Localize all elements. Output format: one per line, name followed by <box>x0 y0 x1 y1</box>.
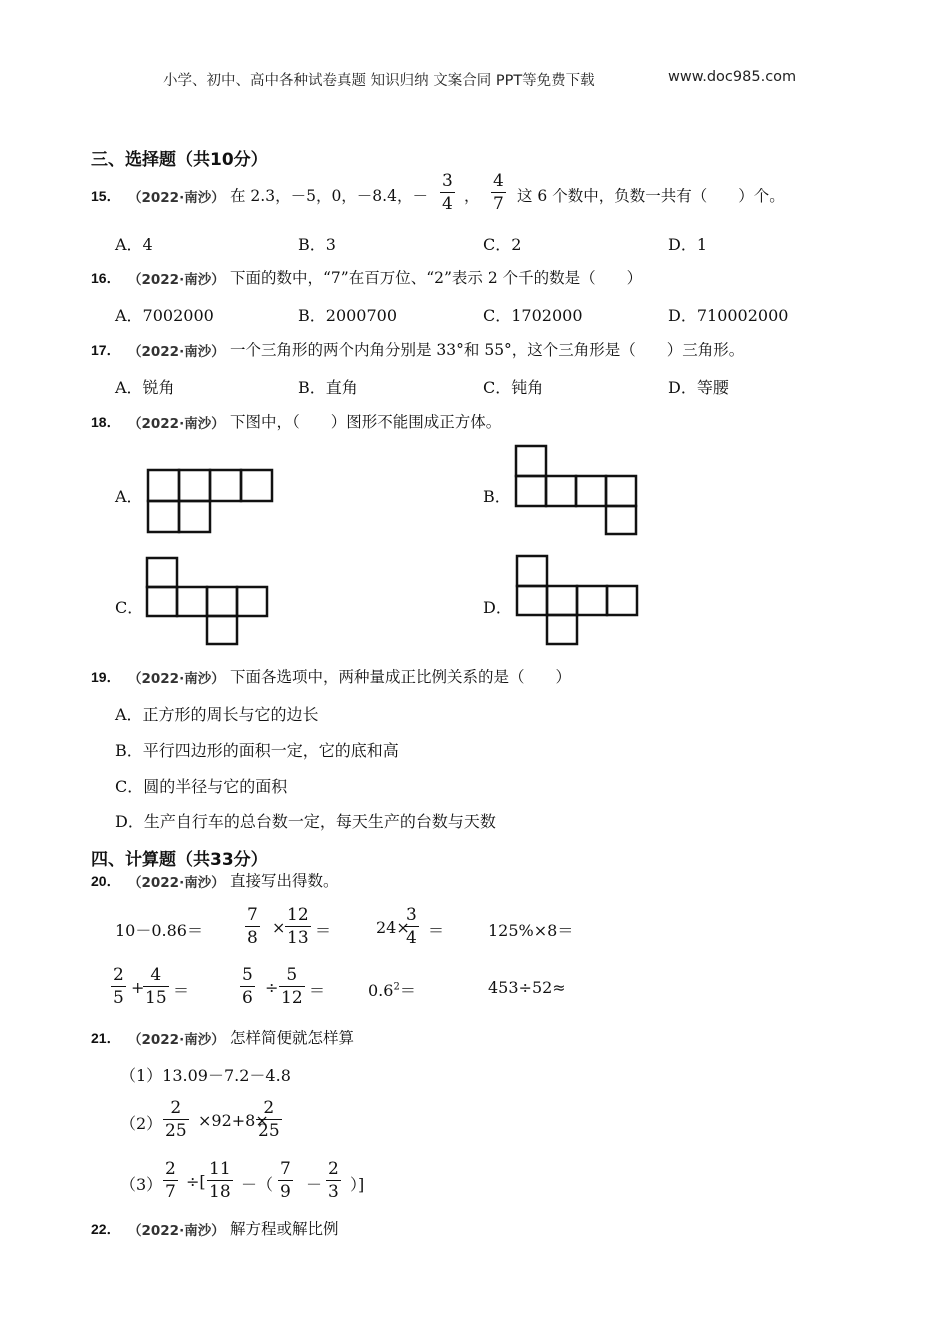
question-text: 在 2.3，－5，0，－8.4，－ <box>230 187 428 205</box>
question-source: （2022·南沙） <box>128 1032 225 1048</box>
option-c[interactable]: C．2 <box>483 235 522 254</box>
question-text: 下面各选项中，两种量成正比例关系的是（ ） <box>230 668 572 686</box>
expression: ×92+8× <box>198 1111 269 1130</box>
fraction: 2 3 <box>328 1159 339 1202</box>
header-site: www.doc985.com <box>668 69 797 85</box>
option-a[interactable]: A．7002000 <box>115 306 214 325</box>
option-b[interactable]: B．3 <box>298 235 336 254</box>
question-number: 15． <box>91 188 121 204</box>
question-number: 18． <box>91 414 121 430</box>
question-text: 直接写出得数。 <box>230 872 339 890</box>
option-c[interactable]: C．钝角 <box>483 378 544 397</box>
fraction: 4 7 <box>493 171 504 214</box>
cube-net-c[interactable] <box>145 556 269 646</box>
equals: ＝ <box>428 921 445 940</box>
option-a[interactable]: A．4 <box>115 235 153 254</box>
option-b[interactable]: B．直角 <box>298 378 358 397</box>
cube-net-d[interactable] <box>515 554 639 646</box>
option-d[interactable]: D．1 <box>668 235 708 254</box>
option-a-label[interactable]: A． <box>115 487 143 506</box>
expression: 24× <box>376 918 410 937</box>
option-d-label[interactable]: D． <box>483 598 512 617</box>
fraction: 5 12 <box>281 965 303 1008</box>
equals: ＝ <box>173 981 190 1000</box>
option-a[interactable]: A．正方形的周长与它的边长 <box>115 705 319 724</box>
option-b[interactable]: B．2000700 <box>298 306 398 325</box>
section-title: 四、计算题（共33分） <box>91 850 268 870</box>
question-text: 这 6 个数中，负数一共有（ ）个。 <box>517 187 785 205</box>
question-number: 19． <box>91 669 121 685</box>
fraction: 3 4 <box>406 905 417 948</box>
operator: × <box>272 918 286 937</box>
fraction: 2 7 <box>165 1159 176 1202</box>
section-title: 三、选择题（共10分） <box>91 150 268 170</box>
cube-net-a[interactable] <box>146 468 276 534</box>
fraction: 11 18 <box>209 1159 231 1202</box>
expression: 125%×8＝ <box>488 921 574 940</box>
question-number: 17． <box>91 342 121 358</box>
fraction: 12 13 <box>287 905 309 948</box>
question-source: （2022·南沙） <box>128 272 225 288</box>
fraction: 3 4 <box>442 171 453 214</box>
fraction: 7 8 <box>247 905 258 948</box>
equals: ＝ <box>309 981 326 1000</box>
question-source: （2022·南沙） <box>128 190 225 206</box>
option-a[interactable]: A．锐角 <box>115 378 175 397</box>
question-text: ， <box>464 187 480 205</box>
operator: ）] <box>350 1175 365 1194</box>
option-d[interactable]: D．生产自行车的总台数一定，每天生产的台数与天数 <box>115 812 496 831</box>
equals: ＝ <box>315 921 332 940</box>
operator: － <box>306 1175 323 1194</box>
fraction: 5 6 <box>242 965 253 1008</box>
part-label: （2） <box>120 1114 163 1133</box>
header-text: 小学、初中、高中各种试卷真题 知识归纳 文案合同 PPT等免费下载 <box>163 73 595 89</box>
question-source: （2022·南沙） <box>128 344 225 360</box>
expression: 453÷52≈ <box>488 978 566 997</box>
option-b-label[interactable]: B． <box>483 487 511 506</box>
question-source: （2022·南沙） <box>128 671 225 687</box>
option-d[interactable]: D．等腰 <box>668 378 729 397</box>
option-c-label[interactable]: C． <box>115 598 144 617</box>
expression: $0.6^2=$ <box>368 981 416 1000</box>
fraction: 4 15 <box>145 965 167 1008</box>
question-number: 22． <box>91 1221 121 1237</box>
question-text: 下图中，（ ）图形不能围成正方体。 <box>230 413 502 431</box>
fraction: 2 5 <box>113 965 124 1008</box>
option-d[interactable]: D．710002000 <box>668 306 789 325</box>
question-source: （2022·南沙） <box>128 1223 225 1239</box>
part-label: （3） <box>120 1175 163 1194</box>
question-text: 一个三角形的两个内角分别是 33°和 55°，这个三角形是（ ）三角形。 <box>230 341 745 359</box>
fraction: 7 9 <box>280 1159 291 1202</box>
fraction: 2 25 <box>258 1098 280 1141</box>
operator: －（ <box>241 1175 274 1194</box>
expression: 10－0.86＝ <box>115 921 203 940</box>
question-source: （2022·南沙） <box>128 875 225 891</box>
question-number: 21． <box>91 1030 121 1046</box>
question-source: （2022·南沙） <box>128 416 225 432</box>
expression: （1）13.09－7.2－4.8 <box>120 1066 291 1085</box>
operator: ÷ <box>265 978 279 997</box>
option-c[interactable]: C．1702000 <box>483 306 583 325</box>
option-b[interactable]: B．平行四边形的面积一定，它的底和高 <box>115 741 399 760</box>
option-c[interactable]: C．圆的半径与它的面积 <box>115 777 288 796</box>
question-number: 20． <box>91 873 121 889</box>
question-text: 下面的数中，“7”在百万位、“2”表示 2 个千的数是（ ） <box>230 269 643 287</box>
question-text: 解方程或解比例 <box>230 1220 339 1238</box>
fraction: 2 25 <box>165 1098 187 1141</box>
cube-net-b[interactable] <box>514 444 638 536</box>
question-number: 16． <box>91 270 121 286</box>
operator: ÷[ <box>186 1172 206 1191</box>
question-text: 怎样简便就怎样算 <box>230 1029 355 1047</box>
operator: + <box>131 978 145 997</box>
